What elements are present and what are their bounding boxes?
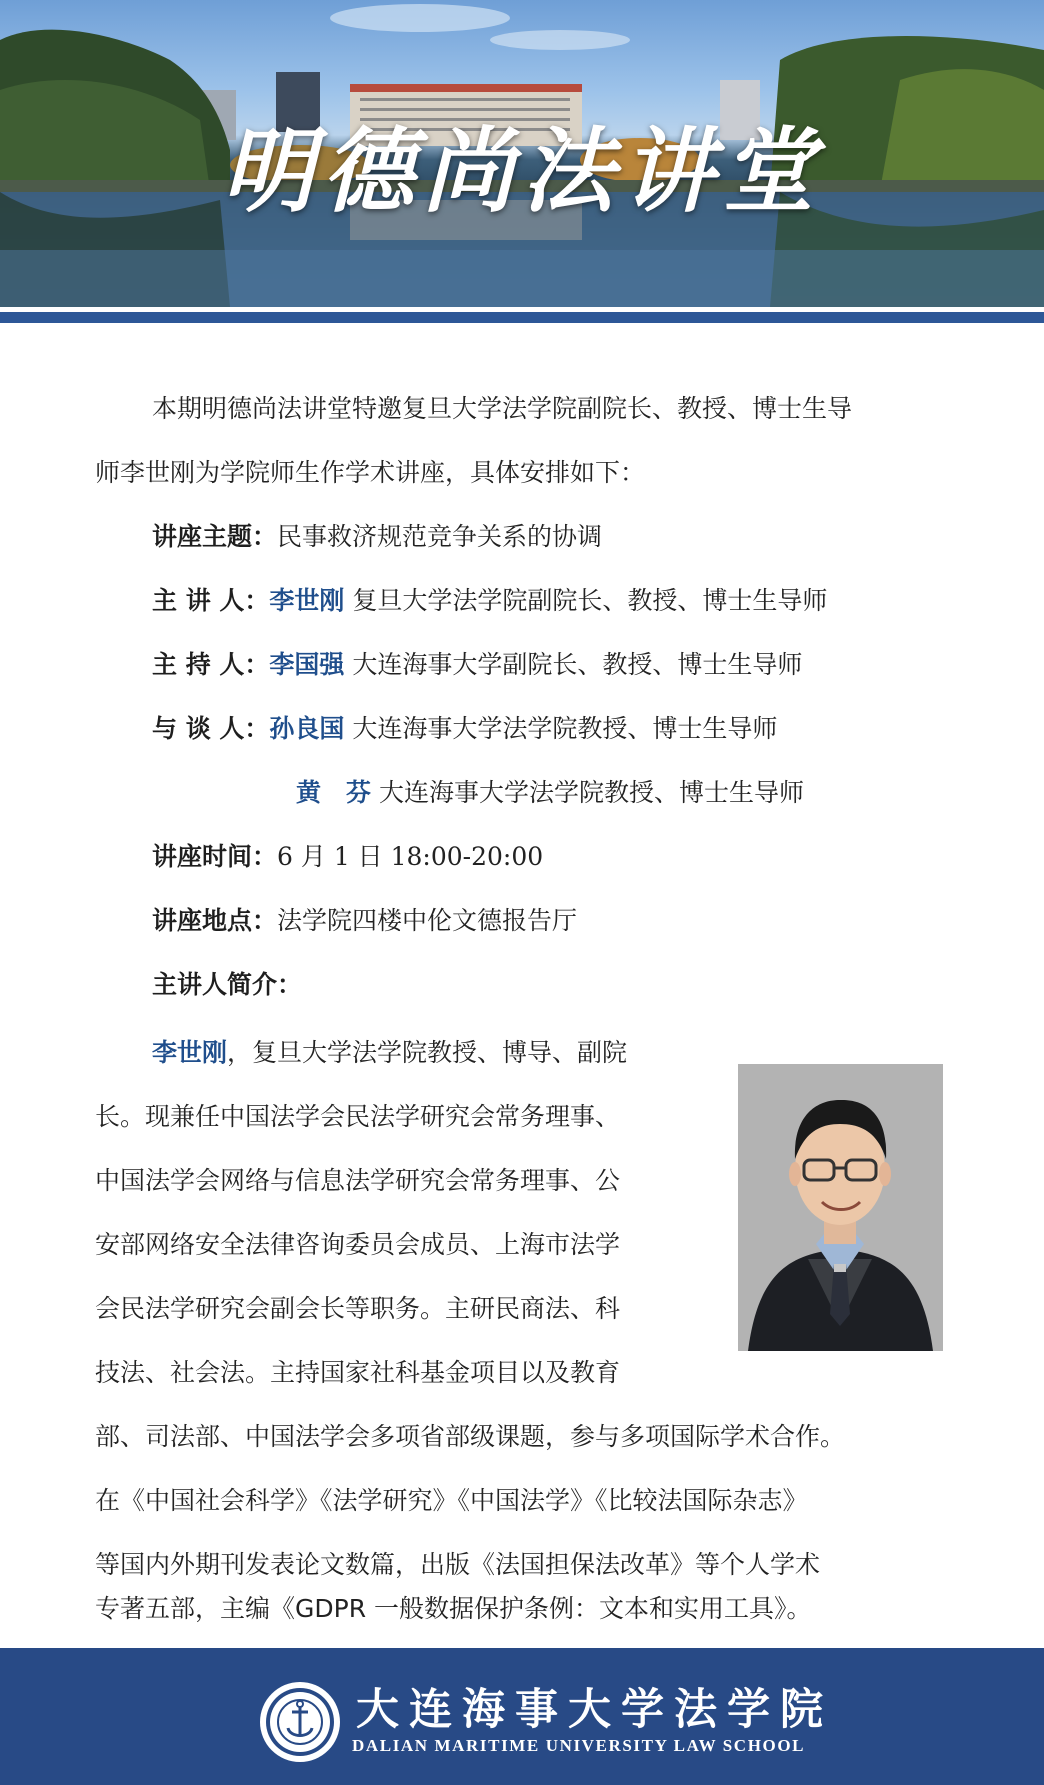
venue-label: 讲座地点： [152,906,278,935]
panel2-name: 黄 芬 [296,778,372,807]
bio-line-9: 等国内外期刊发表论文数篇，出版《法国担保法改革》等个人学术 [95,1550,821,1579]
banner-divider-blue [0,312,1044,323]
banner-title: 明德尚法讲堂 [221,117,822,225]
topic-value: 民事救济规范竞争关系的协调 [277,522,603,551]
panel-label: 与 谈 人： [152,714,270,743]
intro-text-1: 本期明德尚法讲堂特邀复旦大学法学院副院长、教授、博士生导 [152,394,853,423]
bio-line-4: 安部网络安全法律咨询委员会成员、上海市法学 [95,1230,621,1259]
speaker-portrait [738,1064,943,1351]
bio-line-7: 部、司法部、中国法学会多项省部级课题，参与多项国际学术合作。 [95,1422,846,1451]
bio-name: 李世刚 [152,1038,228,1067]
intro-text-2: 师李世刚为学院师生作学术讲座，具体安排如下： [95,458,646,487]
host-label: 主 持 人： [152,650,270,679]
panel2-title: 大连海事大学法学院教授、博士生导师 [378,778,804,807]
venue-row [152,901,577,941]
school-name-en: DALIAN MARITIME UNIVERSITY LAW SCHOOL [352,1736,806,1755]
topic-row [152,517,602,557]
university-seal-icon [258,1680,342,1764]
time-row [152,837,543,877]
speaker-name: 李世刚 [269,586,345,615]
panel1-title: 大连海事大学法学院教授、博士生导师 [352,714,778,743]
speaker-label: 主 讲 人： [152,586,270,615]
time-value: 6 月 1 日 18:00-20:00 [277,842,544,871]
bio-line-1 [152,1033,627,1073]
panel1-name: 孙良国 [269,714,345,743]
venue-value: 法学院四楼中伦文德报告厅 [277,906,578,935]
bio-line-8: 在《中国社会科学》《法学研究》《中国法学》《比较法国际杂志》 [95,1486,808,1515]
topic-label: 讲座主题： [152,522,278,551]
bio-heading-row [152,965,302,1005]
intro-line-2 [95,453,645,493]
header-banner [0,0,1044,307]
school-name-cn: 大连海事大学法学院 [356,1685,833,1735]
bio-line-6: 技法、社会法。主持国家社科基金项目以及教育 [95,1358,621,1387]
footer-bar [0,1648,1044,1785]
panel-row-2 [296,773,804,813]
bio-heading: 主讲人简介： [152,970,303,999]
bio-line-10: 专著五部，主编《GDPR 一般数据保护条例：文本和实用工具》。 [95,1594,812,1623]
host-row [152,645,802,685]
bio-line-2: 长。现兼任中国法学会民法学研究会常务理事、 [95,1102,621,1131]
speaker-title: 复旦大学法学院副院长、教授、博士生导师 [352,586,828,615]
bio-line-5: 会民法学研究会副会长等职务。主研民商法、科 [95,1294,621,1323]
speaker-row [152,581,827,621]
bio-text-1: ，复旦大学法学院教授、博导、副院 [227,1038,628,1067]
time-label: 讲座时间： [152,842,278,871]
speaker-portrait-image [738,1064,943,1351]
bio-line-3: 中国法学会网络与信息法学研究会常务理事、公 [95,1166,621,1195]
host-name: 李国强 [269,650,345,679]
host-title: 大连海事大学副院长、教授、博士生导师 [352,650,803,679]
intro-line-1 [152,389,852,429]
panel-row-1 [152,709,777,749]
